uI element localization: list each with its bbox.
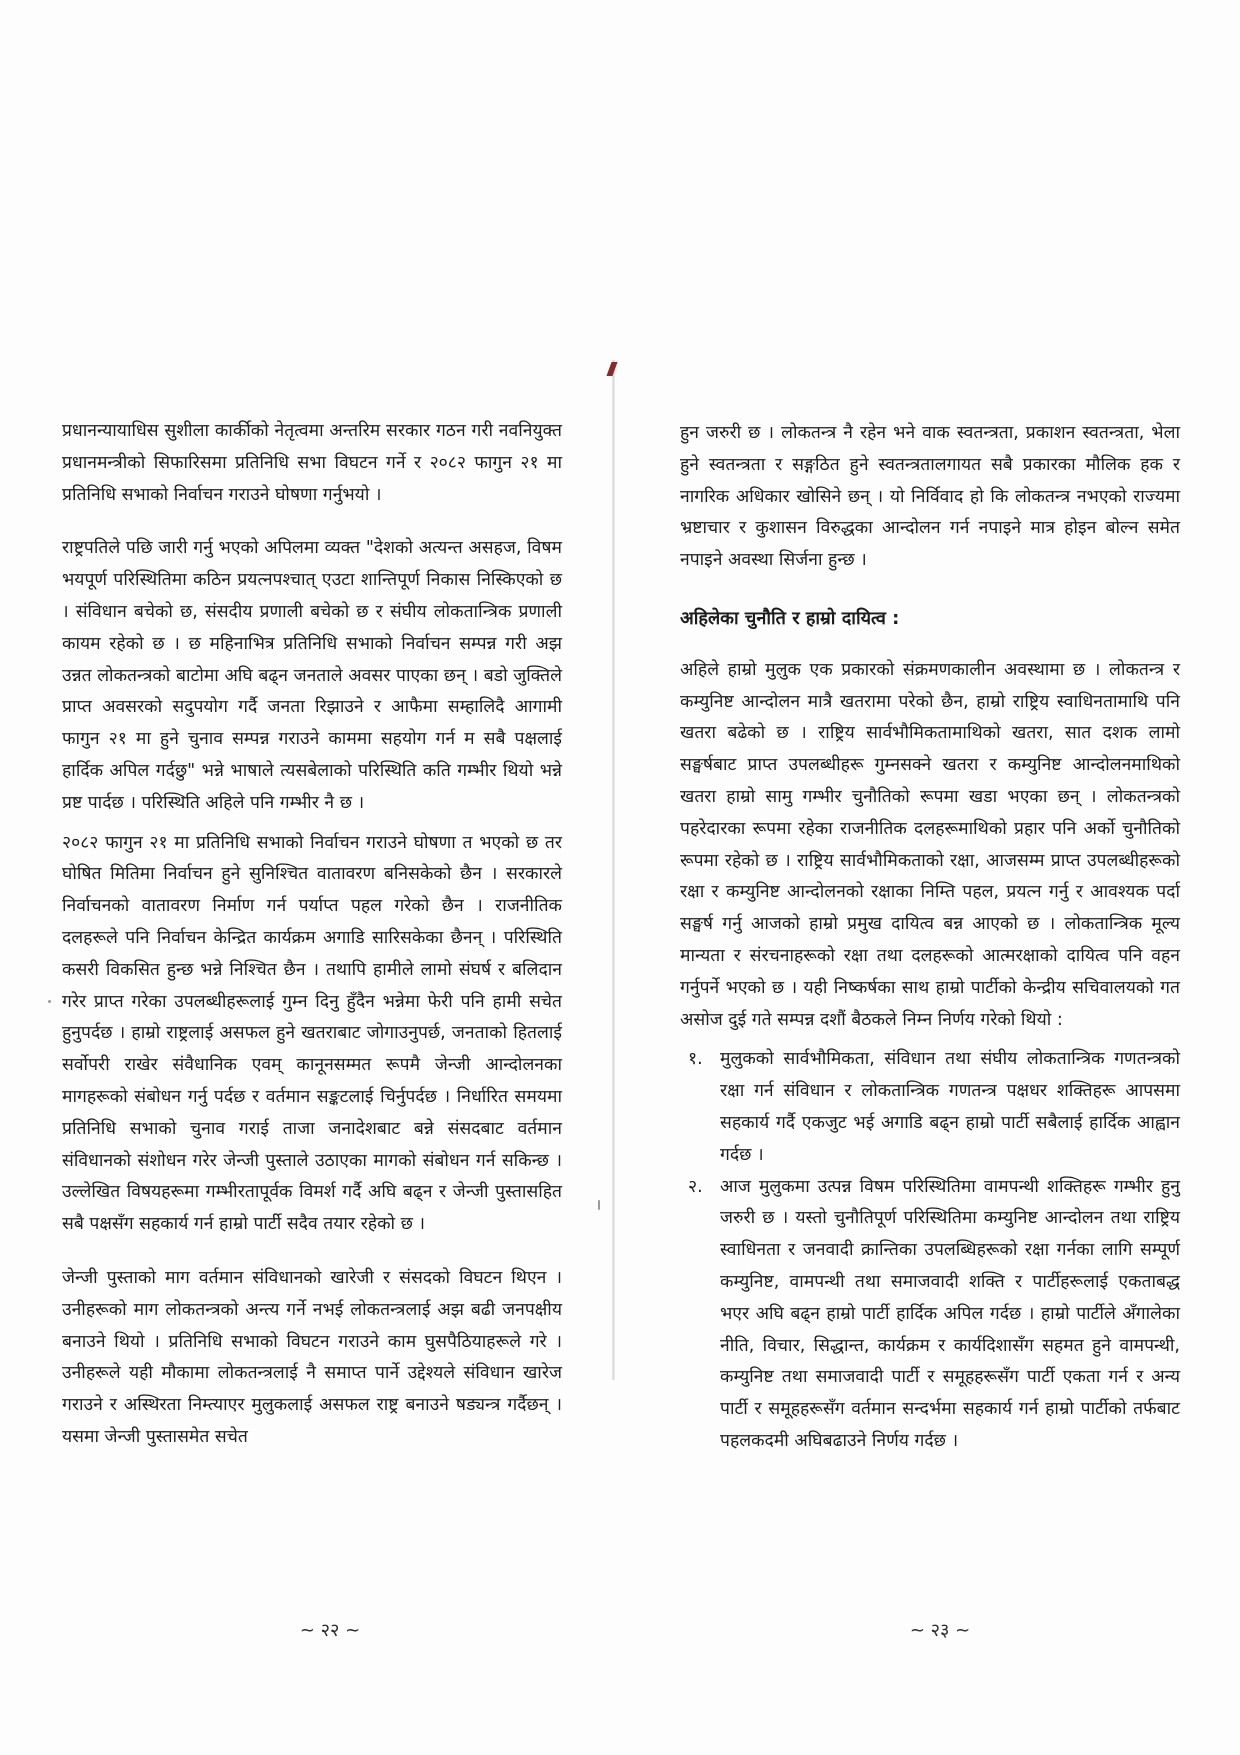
left-paragraph-2: राष्ट्रपतिले पछि जारी गर्नु भएको अपिलमा व्यक्त "देशको अत्यन्त असहज, विषम भयपूर्ण परिस्थितिमा कठिन प्रयत्नपश्चात् एउटा शान्तिपूर्ण निकास निस्किएको छ । संविधान बचेको छ, संसदीय प्रणाली बचेको छ र संघीय लोकतान्त्रिक प्रणाली कायम रहेको छ । छ महिनाभित्र प्रतिनिधि सभाको निर्वाचन सम्पन्न गरी अझ उन्नत लोकतन्त्रको बाटोमा अघि बढ्न जनताले अवसर पाएका छन् । बडो जुक्तिले प्राप्त अवसरको सदुपयोग गर्दै जनता रिझाउने र आफैमा सम्हालिदै आगामी फागुन २१ मा हुने चुनाव सम्पन्न गराउने काममा सहयोग गर्न म सबै पक्षलाई हार्दिक अपिल गर्दछु" भन्ने भाषाले त्यसबेलाको परिस्थिति कति गम्भीर थियो भन्ने प्रष्ट पार्दछ । परिस्थिति अहिले पनि गम्भीर नै छ । xyxy=(62,538,562,813)
left-paragraph-3: २०८२ फागुन २१ मा प्रतिनिधि सभाको निर्वाचन गराउने घोषणा त भएको छ तर घोषित मितिमा निर्वाचन हुने सुनिश्चित वातावरण बनिसकेको छैन । सरकारले निर्वाचनको वातावरण निर्माण गर्न पर्याप्त पहल गरेको छैन । राजनीतिक दलहरूले पनि निर्वाचन केन्द्रित कार्यक्रम अगाडि सारिसकेका छैनन् । परिस्थिति कसरी विकसित हुन्छ भन्ने निश्चित छैन । तथापि हामीले लामो संघर्ष र बलिदान गरेर प्राप्त गरेका उपलब्धीहरूलाई गुम्न दिनु हुँदैन भन्नेमा फेरी पनि हामी सचेत हुनुपर्दछ । हाम्रो राष्ट्रलाई असफल हुने खतराबाट जोगाउनुपर्छ, जनताको हितलाई सर्वोपरी राखेर संवैधानिक एवम् कानूनसम्मत रूपमै जेन्जी आन्दोलनका मागहरूको संबोधन गर्नु पर्दछ र वर्तमान सङ्कटलाई चिर्नुपर्दछ । निर्धारित समयमा प्रतिनिधि सभाको चुनाव गराई ताजा जनादेशबाट बन्ने संसदबाट वर्तमान संविधानको संशोधन गरेर जेन्जी पुस्ताले उठाएका मागको संबोधन गर्न सकिन्छ । उल्लेखित विषयहरूमा गम्भीरतापूर्वक विमर्श गर्दै अघि बढ्न र जेन्जी पुस्तासहित सबै पक्षसँग सहकार्य गर्न हाम्रो पार्टी सदैव तयार रहेको छ । xyxy=(62,832,562,1235)
right-paragraph-1: हुन जरुरी छ । लोकतन्त्र नै रहेन भने वाक स्वतन्त्रता, प्रकाशन स्वतन्त्रता, भेला हुने स्वतन्त्रता र सङ्गठित हुने स्वतन्त्रतालगायत सबै प्रकारका मौलिक हक र नागरिक अधिकार खोसिने छन् । यो निर्विवाद हो कि लोकतन्त्र नभएको राज्यमा भ्रष्टाचार र कुशासन विरुद्धका आन्दोलन गर्न नपाइने मात्र होइन बोल्न समेत नपाइने अवस्था सिर्जना हुन्छ । xyxy=(680,423,1180,571)
page-number-right: ~ २३ ~ xyxy=(909,1620,971,1641)
section-heading: अहिलेका चुनौति र हाम्रो दायित्व : xyxy=(680,607,900,629)
scan-speck xyxy=(598,1200,600,1210)
left-paragraph-4: जेन्जी पुस्ताको माग वर्तमान संविधानको खारेजी र संसदको विघटन थिएन । उनीहरूको माग लोकतन्त्रको अन्त्य गर्ने नभई लोकतन्त्रलाई अझ बढी जनपक्षीय बनाउने थियो । प्रतिनिधि सभाको विघटन गराउने काम घुसपैठियाहरूले गरे । उनीहरूले यही मौकामा लोकतन्त्रलाई नै समाप्त पार्ने उद्देश्यले संविधान खारेज गराउने र अस्थिरता निम्त्याएर मुलुकलाई असफल राष्ट्र बनाउने षड्यन्त्र गर्दैछन् । यसमा जेन्जी पुस्तासमेत सचेत xyxy=(62,1267,562,1447)
list-item xyxy=(680,1044,1180,1171)
bookmark-ribbon xyxy=(606,362,617,376)
list-item-number: २. xyxy=(688,1176,703,1197)
list-item-text: मुलुकको सार्वभौमिकता, संविधान तथा संघीय लोकतान्त्रिक गणतन्त्रको रक्षा गर्न संविधान र लोकतान्त्रिक गणतन्त्र पक्षधर शक्तिहरू आपसमा सहकार्य गर्दै एकजुट भई अगाडि बढ्न हाम्रो पार्टी सबैलाई हार्दिक आह्वान गर्दछ । xyxy=(720,1049,1180,1165)
page-number-left: ~ २२ ~ xyxy=(299,1620,361,1641)
book-gutter xyxy=(612,360,615,1380)
decision-list xyxy=(680,1044,1180,1457)
scan-speck xyxy=(48,1000,51,1003)
left-paragraph-1: प्रधानन्यायाधिस सुशीला कार्कीको नेतृत्वमा अन्तरिम सरकार गठन गरी नवनियुक्त प्रधानमन्त्रीको सिफारिसमा प्रतिनिधि सभा विघटन गर्ने र २०८२ फागुन २१ मा प्रतिनिधि सभाको निर्वाचन गराउने घोषणा गर्नुभयो । xyxy=(62,421,562,505)
list-item-text: आज मुलुकमा उत्पन्न विषम परिस्थितिमा वामपन्थी शक्तिहरू गम्भीर हुनु जरुरी छ । यस्तो चुनौतिपूर्ण परिस्थितिमा कम्युनिष्ट आन्दोलन तथा राष्ट्रिय स्वाधिनता र जनवादी क्रान्तिका उपलब्धिहरूको रक्षा गर्नका लागि सम्पूर्ण कम्युनिष्ट, वामपन्थी तथा समाजवादी शक्ति र पार्टीहरूलाई एकताबद्ध भएर अघि बढ्न हाम्रो पार्टी हार्दिक अपिल गर्दछ । हाम्रो पार्टीले अँगालेका नीति, विचार, सिद्धान्त, कार्यक्रम र कार्यदिशासँग सहमत हुने वामपन्थी, कम्युनिष्ट तथा समाजवादी पार्टी र समूहहरूसँग पार्टी एकता गर्न र अन्य पार्टी र समूहहरूसँग वर्तमान सन्दर्भमा सहकार्य गर्न हाम्रो पार्टीको तर्फबाट पहलकदमी अघिबढाउने निर्णय गर्दछ । xyxy=(720,1176,1180,1451)
right-body-paragraph: अहिले हाम्रो मुलुक एक प्रकारको संक्रमणकालीन अवस्थामा छ । लोकतन्त्र र कम्युनिष्ट आन्दोलन मात्रै खतरामा परेको छैन, हाम्रो राष्ट्रिय स्वाधिनतामाथि पनि खतरा बढेको छ । राष्ट्रिय सार्वभौमिकतामाथिको खतरा, सात दशक लामो सङ्घर्षबाट प्राप्त उपलब्धीहरू गुम्नसक्ने खतरा र कम्युनिष्ट आन्दोलनमाथिको खतरा हाम्रो सामु गम्भीर चुनौतिको रूपमा खडा भएका छन् । लोकतन्त्रको पहरेदारका रूपमा रहेका राजनीतिक दलहरूमाथिको प्रहार पनि अर्को चुनौतिको रूपमा रहेको छ । राष्ट्रिय सार्वभौमिकताको रक्षा, आजसम्म प्राप्त उपलब्धीहरूको रक्षा र कम्युनिष्ट आन्दोलनको रक्षाका निम्ति पहल, प्रयत्न गर्नु र आवश्यक पर्दा सङ्घर्ष गर्नु आजको हाम्रो प्रमुख दायित्व बन्न आएको छ । लोकतान्त्रिक मूल्य मान्यता र संरचनाहरूको रक्षा तथा दलहरूको आत्मरक्षाको दायित्व पनि वहन गर्नुपर्ने भएको छ । यही निष्कर्षका साथ हाम्रो पार्टीको केन्द्रीय सचिवालयको गत असोज दुई गते सम्पन्न दशौं बैठकले निम्न निर्णय गरेको थियो : xyxy=(680,659,1180,1030)
left-page xyxy=(62,416,562,1476)
list-item-number: १. xyxy=(688,1049,703,1070)
right-page xyxy=(680,418,1180,1458)
list-item xyxy=(680,1172,1180,1458)
